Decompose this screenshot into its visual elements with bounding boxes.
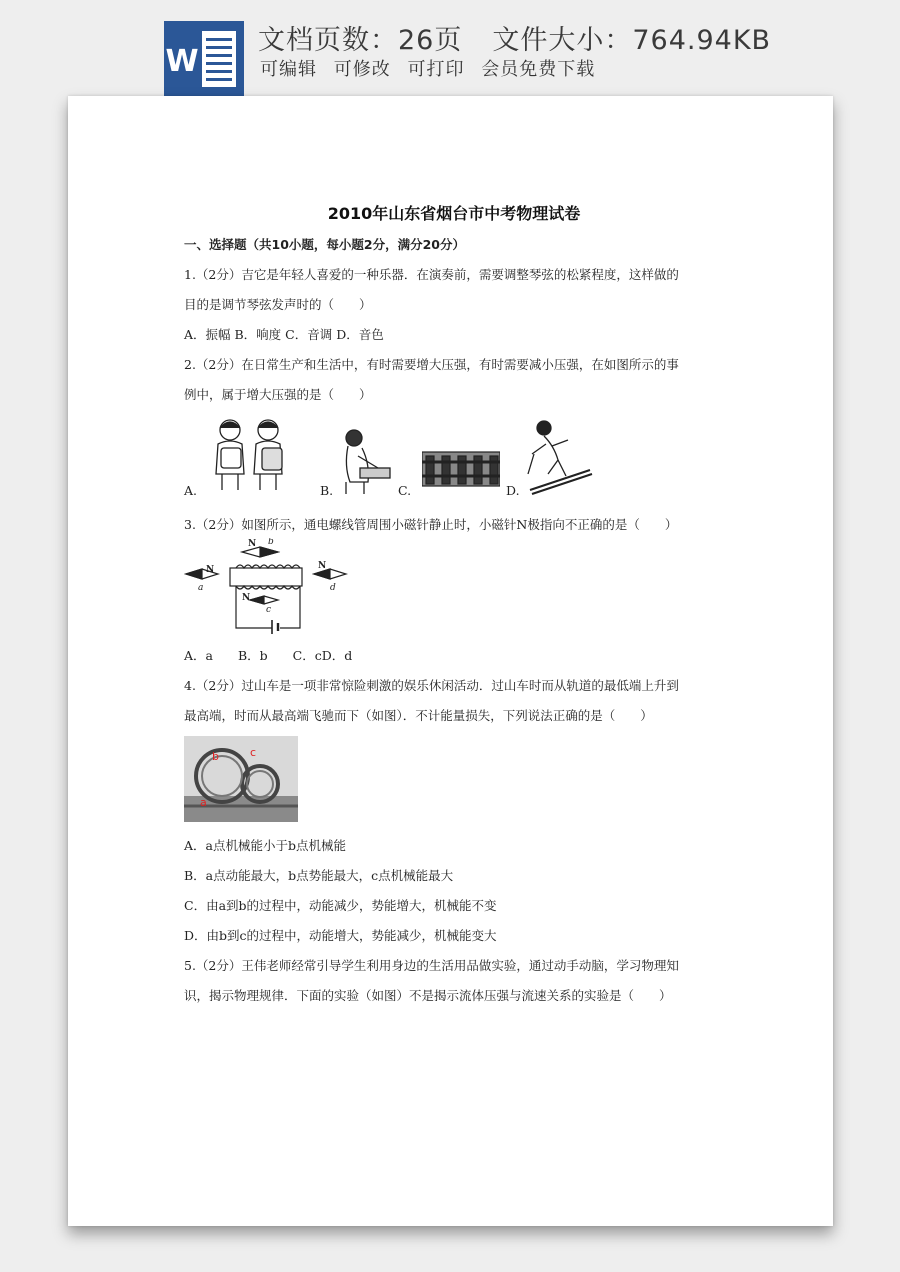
- svg-text:W: W: [165, 44, 199, 79]
- feature-modifiable: 可修改: [333, 59, 391, 80]
- download-banner: [0, 0, 900, 96]
- feature-printable: 可打印: [407, 59, 465, 80]
- file-info: [258, 18, 771, 57]
- feature-editable: 可编辑: [260, 59, 317, 80]
- q4-option-b: B．a点动能最大，b点势能最大，c点机械能最大: [184, 868, 454, 883]
- q2-label-a: A.: [184, 483, 198, 498]
- q2-figure-d-skier: [524, 414, 602, 496]
- q3-fig-label-b: b: [268, 538, 274, 547]
- q3-figure-solenoid-compasses: [184, 538, 354, 636]
- q1-options: A．振幅 B．响度 C．音调 D．音色: [184, 327, 384, 342]
- document-page: [68, 96, 833, 1226]
- q4-figure-roller-coaster: [184, 736, 298, 822]
- file-size: 文件大小：764.94KB: [492, 25, 772, 56]
- feature-list: [260, 55, 605, 81]
- q2-label-b: B.: [320, 483, 334, 498]
- document-title: 2010年山东省烟台市中考物理试卷: [327, 204, 581, 223]
- q2-figure-b-woman-cutting: [334, 426, 398, 496]
- q3-text-line1: 3.（2分）如图所示，通电螺线管周围小磁针静止时，小磁针N极指向不正确的是（ ）: [184, 517, 678, 532]
- q4-fig-label-a: a: [200, 796, 207, 809]
- q2-text-line2: 例中，属于增大压强的是（ ）: [184, 387, 372, 402]
- q4-fig-label-c: c: [250, 746, 257, 759]
- q4-text-line1: 4.（2分）过山车是一项非常惊险刺激的娱乐休闲活动．过山车时而从轨道的最低端上升到: [184, 678, 679, 693]
- q3-fig-label-d: d: [330, 583, 336, 593]
- section-heading: 一、选择题（共10小题，每小题2分，满分20分）: [184, 237, 465, 252]
- q1-text-line2: 目的是调节琴弦发声时的（ ）: [184, 297, 372, 312]
- q1-text-line1: 1.（2分）吉它是年轻人喜爱的一种乐器．在演奏前，需要调整琴弦的松紧程度，这样做的: [184, 267, 679, 282]
- q3-fig-label-n-top: N: [248, 539, 257, 549]
- q4-text-line2: 最高端，时而从最高端飞驰而下（如图）．不计能量损失，下列说法正确的是（ ）: [184, 708, 653, 723]
- q2-figure-c-railway-sleepers: [422, 444, 500, 494]
- q4-fig-label-b: b: [212, 750, 219, 763]
- q3-fig-label-n-inner: N: [242, 593, 251, 603]
- q3-fig-label-c: c: [266, 605, 272, 615]
- q4-option-a: A．a点机械能小于b点机械能: [184, 838, 346, 853]
- q3-options: A．a B．b C．cD．d: [184, 648, 353, 663]
- q2-label-d: D.: [506, 483, 520, 498]
- page-count: 文档页数：26页: [258, 25, 463, 56]
- q5-text-line1: 5.（2分）王伟老师经常引导学生利用身边的生活用品做实验，通过动手动脑，学习物理知: [184, 958, 679, 973]
- feature-free-download: 会员免费下载: [481, 59, 596, 80]
- q3-fig-label-n-right: N: [318, 561, 327, 571]
- q4-option-d: D．由b到c的过程中，动能增大，势能减少，机械能变大: [184, 928, 497, 943]
- q3-fig-label-a: a: [198, 583, 204, 593]
- q3-fig-label-n-left: N: [206, 565, 215, 575]
- q2-label-c: C.: [398, 483, 412, 498]
- q2-text-line1: 2.（2分）在日常生产和生活中，有时需要增大压强，有时需要减小压强，在如图所示的事: [184, 357, 679, 372]
- q4-option-c: C．由a到b的过程中，动能减少，势能增大，机械能不变: [184, 898, 497, 913]
- word-icon: [164, 21, 244, 97]
- q2-figure-a-children-backpacks: [204, 414, 296, 494]
- q5-text-line2: 识，揭示物理规律．下面的实验（如图）不是揭示流体压强与流速关系的实验是（ ）: [184, 988, 672, 1003]
